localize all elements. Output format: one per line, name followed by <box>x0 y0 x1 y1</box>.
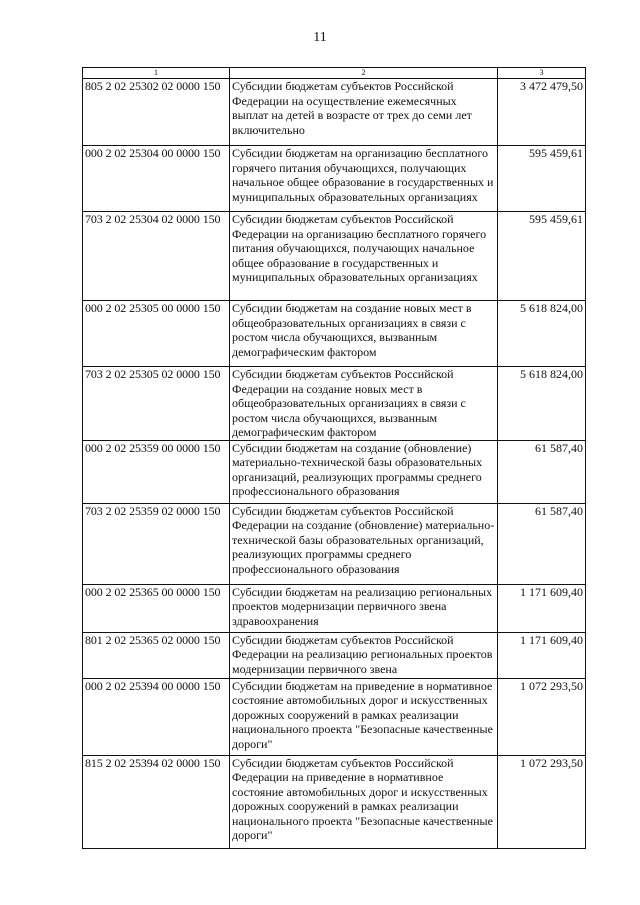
page-number: 11 <box>313 30 327 45</box>
row-description: Субсидии бюджетам субъектов Российской Федерации на реализацию региональных проектов модернизации первичного звена <box>230 632 498 678</box>
table-row <box>83 755 586 848</box>
row-description: Субсидии бюджетам на реализацию региональных проектов модернизации первичного звена здравоохранения <box>230 584 498 632</box>
budget-code: 000 2 02 25359 00 0000 150 <box>83 440 230 503</box>
table-header-row <box>83 68 586 79</box>
row-amount: 595 459,61 <box>498 212 586 301</box>
budget-code: 801 2 02 25365 02 0000 150 <box>83 632 230 678</box>
column-header: 2 <box>230 68 498 79</box>
row-amount: 1 171 609,40 <box>498 632 586 678</box>
row-description: Субсидии бюджетам субъектов Российской Федерации на создание новых мест в общеобразовательных организациях в связи с ростом числа обучающихся, вызванным демографическим фактором <box>230 367 498 441</box>
table-row <box>83 301 586 367</box>
row-amount: 5 618 824,00 <box>498 367 586 441</box>
budget-code: 000 2 02 25365 00 0000 150 <box>83 584 230 632</box>
row-description: Субсидии бюджетам на создание (обновление) материально-технической базы образовательных организаций, реализующих программы среднего профессионального образования <box>230 440 498 503</box>
table-row <box>83 678 586 755</box>
budget-code: 000 2 02 25304 00 0000 150 <box>83 146 230 212</box>
budget-code: 000 2 02 25305 00 0000 150 <box>83 301 230 367</box>
row-amount: 61 587,40 <box>498 440 586 503</box>
table-row <box>83 632 586 678</box>
table-row <box>83 146 586 212</box>
row-amount: 1 072 293,50 <box>498 678 586 755</box>
column-header: 1 <box>83 68 230 79</box>
row-description: Субсидии бюджетам на приведение в нормативное состояние автомобильных дорог и искусственных дорожных сооружений в рамках реализации национального проекта "Безопасные качественные дороги" <box>230 678 498 755</box>
budget-table <box>82 67 586 849</box>
row-description: Субсидии бюджетам субъектов Российской Федерации на осуществление ежемесячных выплат на детей в возрасте от трех до семи лет включительно <box>230 79 498 146</box>
row-amount: 3 472 479,50 <box>498 79 586 146</box>
row-amount: 61 587,40 <box>498 503 586 584</box>
row-description: Субсидии бюджетам субъектов Российской Федерации на организацию бесплатного горячего питания обучающихся, получающих начальное общее образование в государственных и муниципальных образовательных организациях <box>230 212 498 301</box>
budget-code: 000 2 02 25394 00 0000 150 <box>83 678 230 755</box>
row-amount: 595 459,61 <box>498 146 586 212</box>
table-row <box>83 440 586 503</box>
row-description: Субсидии бюджетам субъектов Российской Федерации на создание (обновление) материально-технической базы образовательных организаций, реализующих программы среднего профессионального образования <box>230 503 498 584</box>
table-row <box>83 584 586 632</box>
budget-code: 703 2 02 25305 02 0000 150 <box>83 367 230 441</box>
row-description: Субсидии бюджетам на организацию бесплатного горячего питания обучающихся, получающих начальное общее образование в государственных и муниципальных образовательных организациях <box>230 146 498 212</box>
column-header: 3 <box>498 68 586 79</box>
table-row <box>83 503 586 584</box>
row-description: Субсидии бюджетам на создание новых мест в общеобразовательных организациях в связи с ростом числа обучающихся, вызванным демографическим фактором <box>230 301 498 367</box>
budget-code: 805 2 02 25302 02 0000 150 <box>83 79 230 146</box>
budget-code: 703 2 02 25359 02 0000 150 <box>83 503 230 584</box>
budget-code: 703 2 02 25304 02 0000 150 <box>83 212 230 301</box>
row-amount: 5 618 824,00 <box>498 301 586 367</box>
budget-code: 815 2 02 25394 02 0000 150 <box>83 755 230 848</box>
row-amount: 1 171 609,40 <box>498 584 586 632</box>
table-row <box>83 212 586 301</box>
table-row <box>83 79 586 146</box>
row-amount: 1 072 293,50 <box>498 755 586 848</box>
table-row <box>83 367 586 441</box>
row-description: Субсидии бюджетам субъектов Российской Федерации на приведение в нормативное состояние автомобильных дорог и искусственных дорожных сооружений в рамках реализации национального проекта "Безопасные качественные дороги" <box>230 755 498 848</box>
